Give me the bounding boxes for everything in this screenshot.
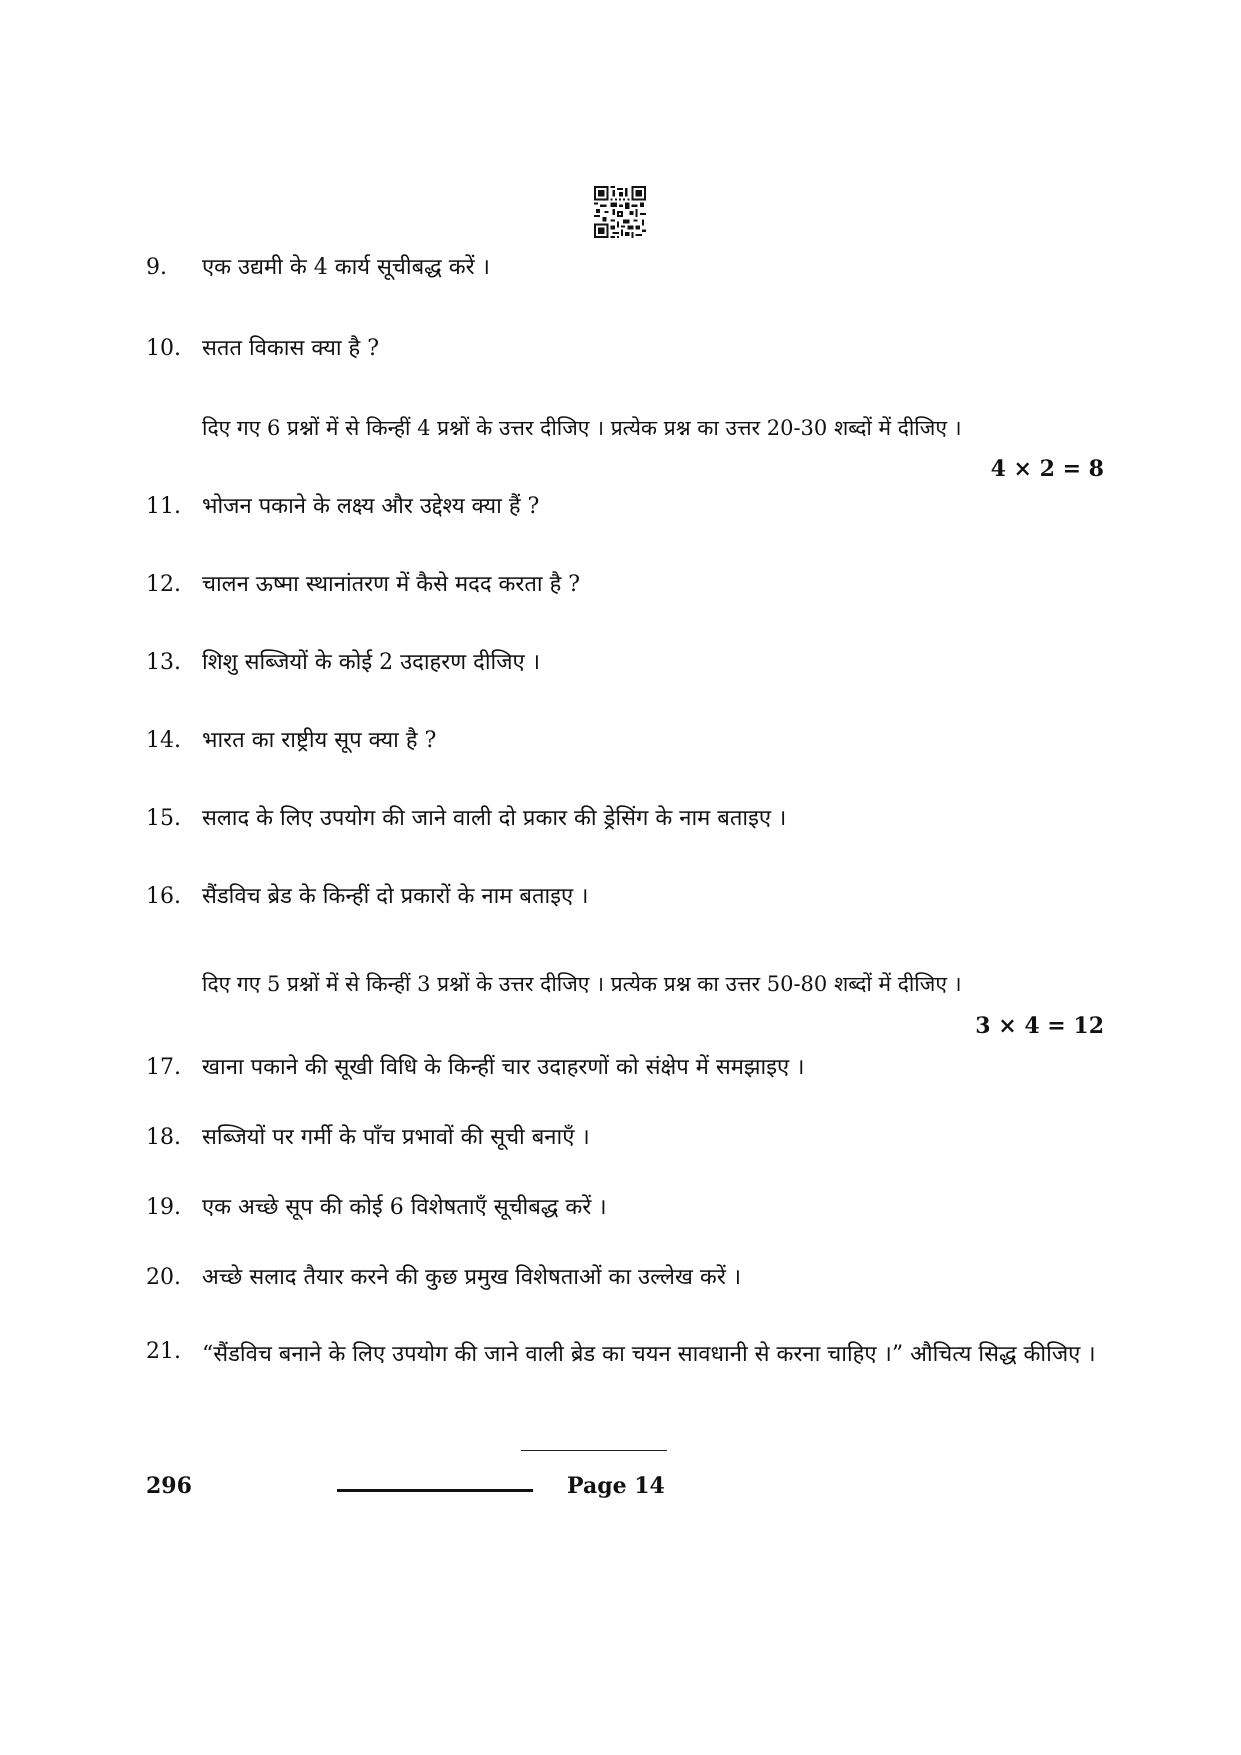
section-b-instruction: दिए गए 6 प्रश्नों में से किन्हीं 4 प्रश्नों के उत्तर दीजिए । प्रत्येक प्रश्न का उत्तर 20-30 शब्दों में दीजिए ।	[202, 416, 962, 440]
question-number: 15.	[146, 806, 181, 831]
paper-code: 296	[146, 1473, 192, 1499]
question-number: 10.	[146, 336, 181, 361]
question-number: 16.	[146, 884, 181, 909]
question-number: 19.	[146, 1195, 181, 1220]
question-number: 20.	[146, 1265, 181, 1290]
question-text: सलाद के लिए उपयोग की जाने वाली दो प्रकार की ड्रेसिंग के नाम बताइए ।	[202, 806, 787, 831]
question-text: एक उद्यमी के 4 कार्य सूचीबद्ध करें ।	[202, 255, 490, 280]
section-c-marks: 3 × 4 = 12	[975, 1013, 1104, 1039]
question-text: सतत विकास क्या है ?	[202, 336, 380, 361]
question-text: “सैंडविच बनाने के लिए उपयोग की जाने वाली ब्रेड का चयन सावधानी से करना चाहिए ।” औचित्य सिद्ध कीजिए ।	[202, 1342, 1096, 1367]
question-text: भोजन पकाने के लक्ष्य और उद्देश्य क्या हैं ?	[202, 494, 540, 519]
qr-code-icon	[594, 186, 646, 238]
question-text: शिशु सब्जियों के कोई 2 उदाहरण दीजिए ।	[202, 650, 541, 675]
question-number: 13.	[146, 650, 181, 675]
question-text: अच्छे सलाद तैयार करने की कुछ प्रमुख विशेषताओं का उल्लेख करें ।	[202, 1265, 742, 1290]
question-number: 9.	[146, 255, 167, 280]
question-number: 12.	[146, 572, 181, 597]
question-number: 18.	[146, 1125, 181, 1150]
question-text: सैंडविच ब्रेड के किन्हीं दो प्रकारों के नाम बताइए ।	[202, 884, 589, 909]
section-c-instruction: दिए गए 5 प्रश्नों में से किन्हीं 3 प्रश्नों के उत्तर दीजिए । प्रत्येक प्रश्न का उत्तर 50-80 शब्दों में दीजिए ।	[202, 972, 962, 996]
question-text: खाना पकाने की सूखी विधि के किन्हीं चार उदाहरणों को संक्षेप में समझाइए ।	[202, 1055, 805, 1080]
footer-rule	[337, 1489, 533, 1492]
question-text: एक अच्छे सूप की कोई 6 विशेषताएँ सूचीबद्ध करें ।	[202, 1195, 607, 1220]
page-number: Page 14	[567, 1473, 665, 1499]
footer-divider	[521, 1450, 667, 1451]
question-text: सब्जियों पर गर्मी के पाँच प्रभावों की सूची बनाएँ ।	[202, 1125, 590, 1150]
question-number: 11.	[146, 494, 181, 519]
question-number: 17.	[146, 1055, 181, 1080]
question-text: भारत का राष्ट्रीय सूप क्या है ?	[202, 728, 437, 753]
question-number: 14.	[146, 728, 181, 753]
section-b-marks: 4 × 2 = 8	[990, 456, 1104, 482]
question-number: 21.	[146, 1339, 181, 1364]
question-text: चालन ऊष्मा स्थानांतरण में कैसे मदद करता है ?	[202, 572, 581, 597]
